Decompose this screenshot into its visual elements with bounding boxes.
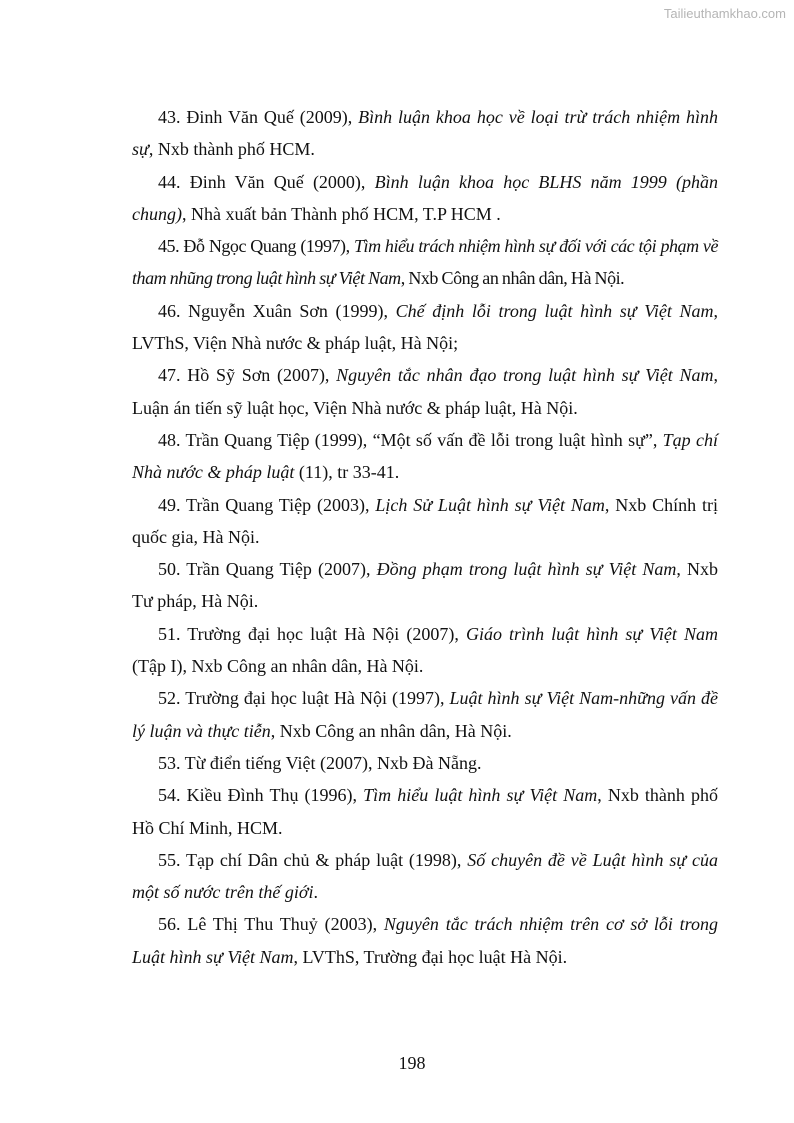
reference-title: Nguyên tắc trách nhiệm trên cơ sở lỗi trong Luật hình sự Việt Nam [132,914,718,967]
reference-item [132,166,718,231]
reference-title: Tạp chí Nhà nước & pháp luật [132,429,718,483]
reference-title: Tìm hiểu trách nhiệm hình sự đối với các tội phạm về tham nhũng trong luật hình sự Việt Nam [132,236,719,289]
reference-publisher: (11), tr 33-41. [294,462,400,483]
reference-author: 50. Trần Quang Tiệp (2007), [158,559,377,580]
reference-item [132,101,718,166]
reference-author: 53. Từ điển tiếng Việt (2007), Nxb Đà Nẵng. [158,752,482,773]
reference-publisher: . [313,882,319,903]
reference-title: Nguyên tắc nhân đạo trong luật hình sự Việt Nam [336,365,714,386]
reference-title: Số chuyên đề về Luật hình sự của một số nước trên thế giới [132,849,718,903]
reference-author: 47. Hồ Sỹ Sơn (2007), [158,365,337,386]
reference-title: Chế định lỗi trong luật hình sự Việt Nam [395,300,714,321]
reference-author: 55. Tạp chí Dân chủ & pháp luật (1998), [158,849,468,870]
reference-item [132,682,718,747]
reference-author: 46. Nguyễn Xuân Sơn (1999), [158,300,396,321]
reference-item [132,424,718,489]
reference-author: 52. Trường đại học luật Hà Nội (1997), [158,688,450,709]
reference-item [132,908,718,973]
reference-publisher: , Nxb Tư pháp, Hà Nội. [132,559,718,612]
reference-publisher: , Nxb Chính trị quốc gia, Hà Nội. [132,494,718,547]
reference-author: 45. Đỗ Ngọc Quang (1997), [158,236,354,257]
reference-item [132,844,718,909]
reference-item [132,359,718,424]
reference-publisher: , Luận án tiến sỹ luật học, Viện Nhà nước & pháp luật, Hà Nội. [132,365,719,418]
reference-list [132,101,718,973]
reference-item [132,779,718,844]
reference-publisher: , Nxb Công an nhân dân, Hà Nội. [400,268,625,289]
reference-item [132,618,718,683]
reference-title: Bình luận khoa học BLHS năm 1999 (phần chung) [132,171,718,224]
reference-author: 54. Kiều Đình Thụ (1996), [158,785,364,806]
reference-title: Luật hình sự Việt Nam-những vấn đề lý luận và thực tiễn [132,688,718,741]
reference-publisher: (Tập I), Nxb Công an nhân dân, Hà Nội. [132,656,424,677]
reference-author: 43. Đinh Văn Quế (2009), [158,107,359,127]
reference-author: 56. Lê Thị Thu Thuỷ (2003), [158,914,384,935]
watermark: Tailieuthamkhao.com [663,6,786,21]
reference-publisher: , LVThS, Trường đại học luật Hà Nội. [293,946,568,967]
reference-title: Tìm hiểu luật hình sự Việt Nam [363,785,598,806]
reference-item [132,489,718,554]
reference-item [132,230,718,295]
reference-author: 48. Trần Quang Tiệp (1999), “Một số vấn đề lỗi trong luật hình sự”, [158,429,663,450]
reference-publisher: , Nxb thành phố Hồ Chí Minh, HCM. [132,785,718,838]
reference-item [132,295,718,360]
reference-publisher: , Nxb thành phố HCM. [148,139,315,160]
reference-author: 44. Đinh Văn Quế (2000), [158,171,375,192]
reference-publisher: , LVThS, Viện Nhà nước & pháp luật, Hà Nội; [132,300,718,354]
reference-publisher: , Nhà xuất bản Thành phố HCM, T.P HCM . [181,203,501,224]
reference-title: Giáo trình luật hình sự Việt Nam [465,623,718,644]
reference-author: 49. Trần Quang Tiệp (2003), [158,494,376,515]
reference-item [132,553,718,618]
reference-title: Lịch Sử Luật hình sự Việt Nam [375,494,605,515]
page-number: 198 [398,1053,426,1073]
reference-title: Bình luận khoa học về loại trừ trách nhiệm hình sự [132,107,719,160]
reference-author: 51. Trường đại học luật Hà Nội (2007), [158,623,466,644]
reference-title: Đồng phạm trong luật hình sự Việt Nam [376,559,677,580]
reference-item [132,747,718,779]
reference-publisher: , Nxb Công an nhân dân, Hà Nội. [270,720,512,741]
